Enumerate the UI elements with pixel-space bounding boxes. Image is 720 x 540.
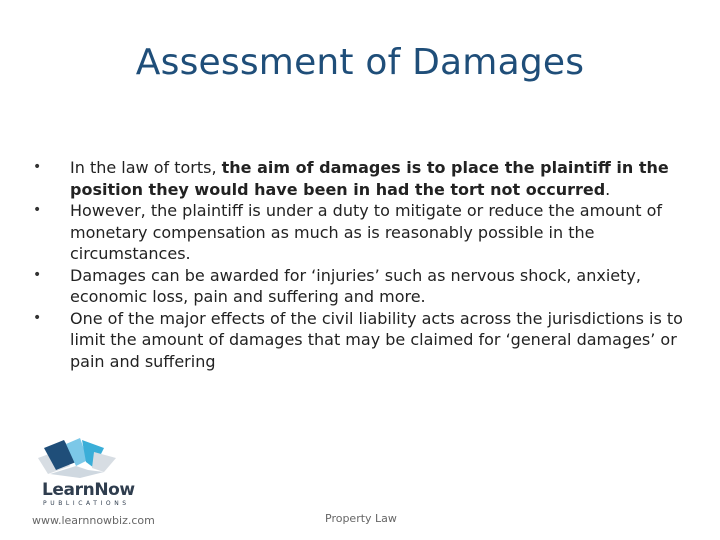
open-book-icon [30, 436, 140, 482]
footer-course: Property Law [325, 512, 397, 525]
bullet-bold-text: the aim of damages is to place the plaintiff in the position they would have been in had the tort not occurred [70, 158, 669, 199]
logo-name: LearnNow [42, 480, 135, 500]
slide-title: Assessment of Damages [135, 42, 585, 83]
list-item [30, 265, 690, 308]
footer-url: www.learnnowbiz.com [32, 514, 155, 527]
bullet-marker: • [33, 159, 42, 175]
bullet-text: In the law of torts, [70, 158, 222, 177]
bullet-text: However, the plaintiff is under a duty to mitigate or reduce the amount of monetary compensation as much as is reasonably possible in the circumstances. [70, 201, 662, 263]
bullet-marker: • [33, 202, 42, 218]
bullet-text: Damages can be awarded for ‘injuries’ such as nervous shock, anxiety, economic loss, pain and suffering and more. [70, 265, 641, 306]
bullet-marker: • [33, 309, 42, 326]
logo-subtitle: PUBLICATIONS [43, 500, 130, 507]
bullet-text: One of the major effects of the civil liability acts across the jurisdictions is to limit the amount of damages that may be claimed for ‘general damages’ or pain and suffering [70, 308, 683, 371]
list-item [30, 308, 690, 373]
bullet-marker: • [33, 266, 42, 283]
learnnow-logo [30, 436, 140, 508]
bullet-text-suffix: . [605, 179, 611, 199]
list-item [30, 200, 690, 265]
list-item [30, 157, 690, 200]
bullet-list [30, 157, 690, 372]
